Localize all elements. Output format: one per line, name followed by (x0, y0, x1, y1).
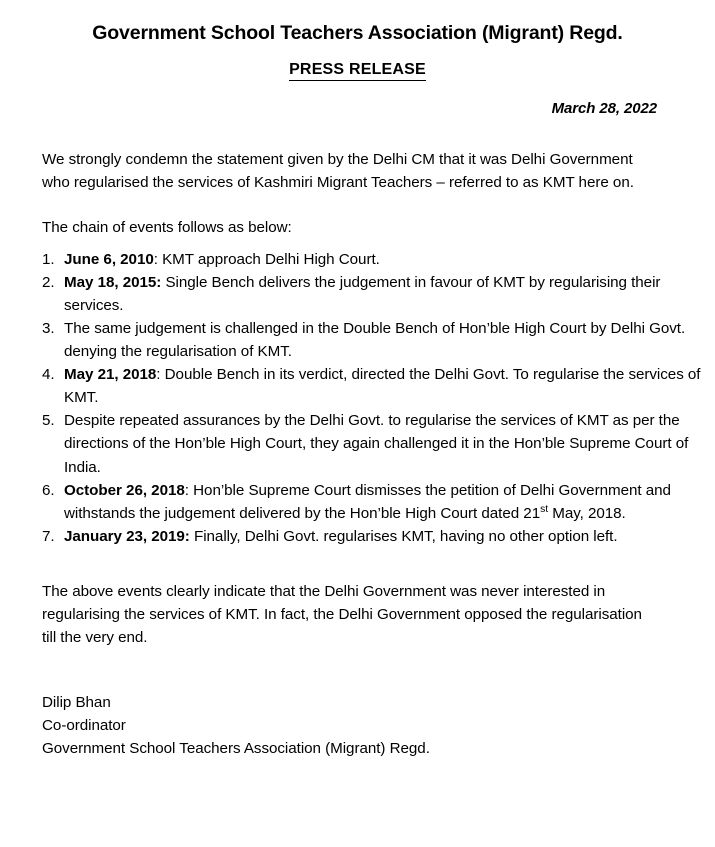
event-separator: : (156, 366, 165, 384)
subtitle-row (0, 61, 715, 81)
document-date: March 28, 2022 (551, 100, 657, 118)
event-date: June 6, 2010 (64, 250, 154, 268)
press-release-heading: PRESS RELEASE (289, 61, 426, 81)
list-item (42, 479, 715, 525)
intro-paragraph: We strongly condemn the statement given by the Delhi CM that it was Delhi Government who regularised the services of Kashmiri Migrant Teachers – referred to as KMT here on. (42, 151, 634, 192)
signatory-organisation: Government School Teachers Association (Migrant) Regd. (42, 740, 430, 758)
event-separator: : (184, 481, 194, 499)
event-text: Despite repeated assurances by the Delhi Govt. to regularise the services of KMT as per the directions of the Hon’ble High Court, they again challenged it in the Hon’ble Supreme Court of India. (64, 412, 689, 476)
event-date: May 18, 2015: (64, 273, 162, 291)
list-item (42, 409, 715, 478)
event-text: Single Bench delivers the judgement in favour of KMT by regularising their services. (64, 273, 661, 314)
event-text: Hon’ble Supreme Court dismisses the petition of Delhi Government and withstands the judgement delivered by the Hon’ble High Court dated 21 (64, 481, 671, 522)
signatory-name: Dilip Bhan (42, 694, 111, 712)
event-text-tail: May, 2018. (548, 504, 626, 522)
list-item (42, 525, 715, 548)
events-list (0, 248, 715, 548)
signatory-designation: Co-ordinator (42, 717, 126, 735)
list-item (42, 317, 715, 363)
list-item (42, 363, 715, 409)
event-date: May 21, 2018 (64, 366, 157, 384)
event-text: Finally, Delhi Govt. regularises KMT, having no other option left. (193, 527, 618, 545)
event-text: KMT approach Delhi High Court. (162, 250, 380, 268)
closing-section (0, 580, 715, 649)
event-date: October 26, 2018 (64, 481, 185, 499)
event-date: January 23, 2019: (64, 527, 190, 545)
event-text: The same judgement is challenged in the Double Bench of Hon’ble High Court by Delhi Govt. denying the regularisation of KMT. (64, 319, 686, 361)
lead-in-paragraph: The chain of events follows as below: (42, 218, 292, 236)
list-item (42, 248, 715, 271)
page-title: Government School Teachers Association (Migrant) Regd. (92, 22, 623, 44)
intro-section (0, 148, 715, 238)
event-text: Double Bench in its verdict, directed the Delhi Govt. To regularise the services of KMT. (64, 366, 701, 407)
closing-paragraph: The above events clearly indicate that the Delhi Government was never interested in regularising the services of KMT. In fact, the Delhi Government opposed the regularisation till the very end. (42, 582, 642, 647)
event-separator: : (153, 250, 163, 268)
list-item (42, 271, 715, 317)
signature-block (0, 691, 715, 760)
ordinal-suffix: st (540, 503, 549, 515)
